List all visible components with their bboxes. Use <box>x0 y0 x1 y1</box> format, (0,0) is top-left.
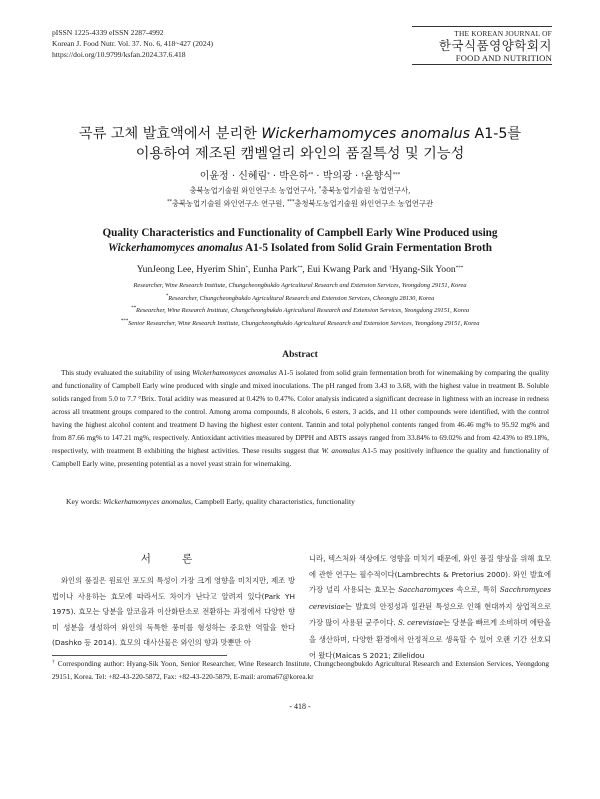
introduction-heading: 서 론 <box>140 553 207 565</box>
abstract-body: This study evaluated the suitability of using Wickerhamomyces anomalus A1-5 isolated from solid grain fermentation broth for winemaking by comparing the quality and functionality of Campbell Early wine produced with single and mixed inoculations. The pH ranged from 3.43 to 3.68, with the highest value in treatment B. Soluble solids ranged from 5.0 to 7.7 °Brix. Total acidity was measured at 0.42% to 0.47%. Color analysis indicated a significant decrease in lightness with an increase in redness across all treatment groups compared to the control. Among aroma compounds, 8 alcohols, 6 esters, 3 acids, and 11 other compounds were identified, with the control having the highest alcohol content and treatment D having the highest ester content. Tannin and total polyphenol contents ranged from 46.46 mg% to 95.92 mg% and from 87.66 mg% to 147.21 mg%, respectively. Antioxidant activities measured by DPPH and ABTS assays ranged from 33.84% to 69.02% and from 42.43% to 89.18%, respectively, with treatment B exhibiting the highest activities. These results suggest that W. anomalus A1-5 may positively influence the quality and functionality of Campbell Early wine, presenting potential as a novel yeast strain for winemaking. <box>52 368 549 468</box>
affiliation-mark: ** <box>308 172 314 178</box>
author-name: 박은하 <box>279 171 309 182</box>
keywords: Key words: Wickerhamomyces anomalus, Campbell Early, quality characteristics, functionality <box>66 497 355 506</box>
affiliation-mark: ** <box>130 306 136 311</box>
affiliation-mark: *** <box>120 318 129 324</box>
affiliation-text: 충북농업기술원 와인연구소 농업연구사, <box>189 186 319 195</box>
journal-name-en-top: THE KOREAN JOURNAL OF <box>412 26 552 38</box>
intro-column-right: 니라, 텍스처와 색상에도 영향을 미치기 때문에, 와인 품질 향상을 위해 효모에 관한 연구는 필수적이다(Lambrechts & Pretorius 2000). 와인 발효에 가장 널리 사용되는 효모는 Saccharomyces 속으로, 특히 Sacchromyces cerevisiae는 발효의 안정성과 일관된 특성으로 인해 현대까지 상업적으로 가장 많이 사용된 균주이다. S. cerevisiae는 당분을 빠르게 소비하며 에탄올을 생산하며, 다양한 환경에서 안정적으로 생육할 수 있어 오랜 기간 선호되어 왔다(Maicas S 2021; Zilelidou <box>309 554 551 660</box>
affiliation-line <box>0 280 600 293</box>
affiliation-line <box>0 318 600 331</box>
author-name: 신혜림 <box>238 171 268 182</box>
english-title-line1: Quality Characteristics and Functionality of Campbell Early Wine Produced using <box>102 227 498 239</box>
affiliation-text: 충청북도농업기술원 와인연구소 농업연구관 <box>294 199 434 208</box>
affiliation-mark: * <box>267 172 270 178</box>
author-name: YunJeong Lee <box>136 264 192 275</box>
author-separator: · <box>269 171 280 182</box>
corresponding-author-footnote: † Corresponding author: Hyang-Sik Yoon, Senior Researcher, Wine Research Institute, Chungcheongbukdo Agricultural Research and Extension Services, Yeongdong 29151, Korea. Tel: +82-43-220-5872, Fax: +82-43-220-5879, E-mail: aroma67@korea.kr <box>52 659 549 681</box>
english-affiliations <box>0 280 600 330</box>
issn-line: pISSN 1225-4339 eISSN 2287-4992 <box>52 28 164 37</box>
korean-affiliations <box>0 184 600 210</box>
author-separator: · <box>228 171 239 182</box>
affiliation-line <box>0 293 600 306</box>
affiliation-text: 충북농업기술원 농업연구사, <box>321 186 411 195</box>
korean-authors <box>0 167 600 182</box>
author-separator: and <box>370 264 390 275</box>
english-authors <box>0 264 600 275</box>
journal-logo <box>412 26 552 65</box>
page-number: - 418 - <box>289 702 311 711</box>
citation-line: Korean J. Food Nutr. Vol. 37. No. 6, 418~427 (2024) <box>52 39 213 48</box>
affiliation-mark: *** <box>455 266 464 271</box>
affiliation-text: 충북농업기술원 와인연구소 연구원, <box>171 199 287 208</box>
affiliation-mark: * <box>165 293 169 299</box>
author-name: 이윤정 <box>199 171 229 182</box>
journal-name-ko: 한국식품영양학회지 <box>438 38 552 53</box>
affiliation-mark: ** <box>166 199 172 205</box>
affiliation-mark: ** <box>297 266 303 271</box>
abstract-heading: Abstract <box>282 349 318 360</box>
affiliation-text: Senior Researcher, Wine Research Institute, Chungcheongbukdo Agricultural Research and Extension Services, Yeongdong 29151, Korea <box>128 319 480 327</box>
affiliation-text: Researcher, Wine Research Institute, Chungcheongbukdo Agricultural Research and Extension Services, Yeongdong 29151, Korea <box>135 307 470 314</box>
author-separator: , <box>191 264 197 275</box>
english-title-line2: Wickerhamomyces anomalus A1-5 Isolated from Solid Grain Fermentation Broth <box>108 242 492 254</box>
author-name: Hyerim Shin <box>196 264 246 275</box>
footnote-divider <box>52 655 227 656</box>
author-name: Eunha Park <box>252 264 298 275</box>
doi-link[interactable]: https://doi.org/10.9799/ksfan.2024.37.6.418 <box>52 50 186 59</box>
dagger-mark: † <box>361 172 364 178</box>
author-name: Eui Kwang Park <box>307 264 371 275</box>
author-name: Hyang-Sik Yoon <box>391 264 456 275</box>
affiliation-mark: *** <box>392 172 401 178</box>
author-name: 박의광 <box>322 171 352 182</box>
dagger-mark: † <box>389 266 392 271</box>
dagger-mark: † <box>52 660 56 665</box>
affiliation-line <box>0 305 600 318</box>
affiliation-mark: * <box>245 266 249 271</box>
author-name: 윤향식 <box>363 171 393 182</box>
author-separator: , <box>302 264 308 275</box>
author-separator: · <box>313 171 323 182</box>
author-separator: , <box>248 264 253 275</box>
journal-name-en-bottom: FOOD AND NUTRITION <box>412 53 552 65</box>
affiliation-text: Researcher, Wine Research Institute, Chungcheongbukdo Agricultural Research and Extension Services, Yeongdong 29151, Korea <box>133 282 467 289</box>
intro-column-left: 와인의 품질은 원료인 포도의 특성이 가장 크게 영향을 미치지만, 제조 방법이나 사용하는 효모에 따라서도 차이가 난다고 알려져 있다(Park YH 1975). 효모는 당분을 알코올과 이산화탄소로 전환하는 과정에서 다양한 향미 성분을 생성하여 와인의 독특한 풍미를 형성하는 중요한 역할을 한다(Dashko 등 2014). 효모의 대사산물은 와인의 향과 맛뿐만 아 <box>52 576 295 648</box>
affiliation-mark: *** <box>286 199 295 205</box>
publication-meta <box>52 27 213 60</box>
affiliation-mark: * <box>318 186 322 192</box>
affiliation-line <box>0 184 600 197</box>
affiliation-line <box>0 197 600 210</box>
korean-title-line1: 곡류 고체 발효액에서 분리한 Wickerhamomyces anomalus A1-5를 <box>78 126 522 142</box>
affiliation-text: Researcher, Chungcheongbukdo Agricultural Research and Extension Services, Cheongju 28130, Korea <box>168 294 435 302</box>
korean-title-line2: 이용하여 제조된 캠벨얼리 와인의 품질특성 및 기능성 <box>135 146 465 162</box>
author-separator: · <box>351 171 362 182</box>
